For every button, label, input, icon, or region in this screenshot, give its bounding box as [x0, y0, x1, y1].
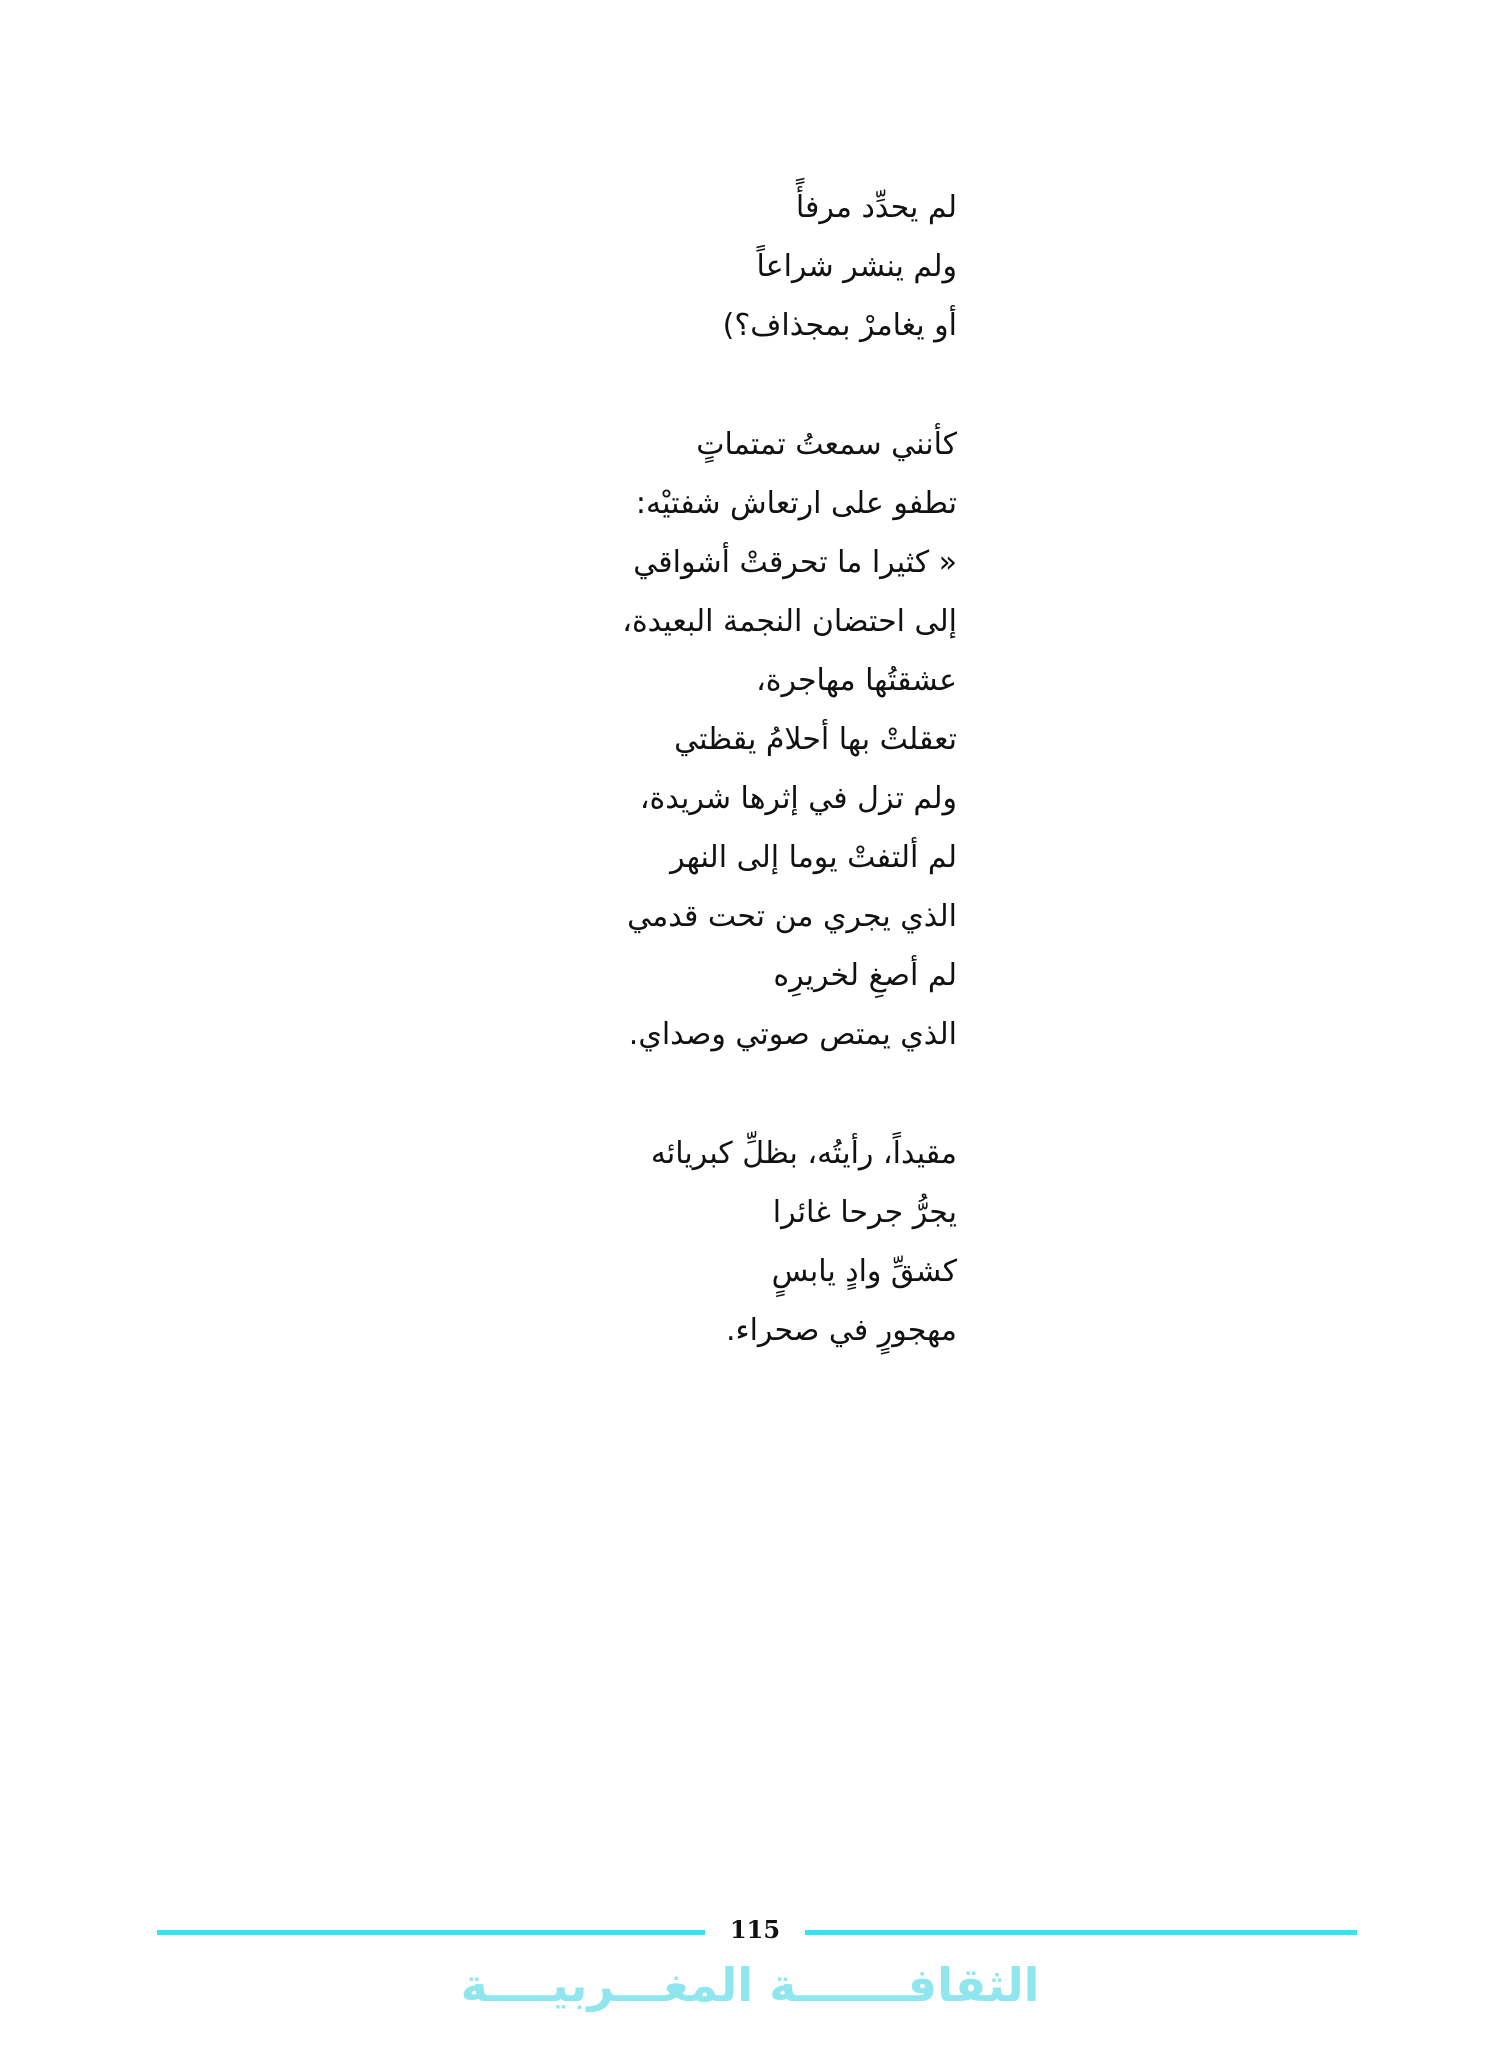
poem-line: لم ألتفتْ يوما إلى النهر — [670, 840, 957, 875]
poem-line: الذي يجري من تحت قدمي — [627, 899, 957, 934]
poem-line: لم يحدِّد مرفأً — [795, 190, 957, 225]
page-number: 115 — [729, 1915, 781, 1944]
poem-line: يجرُّ جرحا غائرا — [772, 1195, 957, 1230]
poem-line: « كثيرا ما تحرقتْ أشواقي — [633, 545, 957, 580]
stanza-2 — [437, 415, 957, 1064]
poem-line: أو يغامرْ بمجذاف؟) — [722, 308, 957, 343]
poem-line: ولم تزل في إثرها شريدة، — [639, 781, 957, 816]
footer-rule-right — [805, 1930, 1357, 1935]
stanza-3 — [437, 1124, 957, 1360]
poem-line: عشقتُها مهاجرة، — [756, 663, 957, 698]
stanza-1 — [437, 178, 957, 355]
poem-line: مهجورٍ في صحراء. — [725, 1313, 957, 1348]
footer-rule-left — [157, 1930, 705, 1935]
poem-line: ولم ينشر شراعاً — [756, 249, 957, 284]
poem-line: إلى احتضان النجمة البعيدة، — [622, 604, 957, 639]
poem-line: تعقلتْ بها أحلامُ يقظتي — [674, 722, 957, 757]
poem-line: تطفو على ارتعاش شفتيْه: — [635, 486, 957, 521]
poem-line: الذي يمتص صوتي وصداي. — [628, 1017, 957, 1052]
poem-line: مقيداً، رأيتُه، بظلِّ كبريائه — [650, 1136, 957, 1171]
poem-line: لم أصغِ لخريرِه — [773, 958, 957, 993]
poem-line: كشقِّ وادٍ يابسٍ — [771, 1254, 957, 1289]
poem-line: كأنني سمعتُ تمتماتٍ — [696, 427, 957, 462]
poem — [437, 178, 957, 1420]
journal-title: الثقافـــــــة المغـــربيــــة — [460, 1958, 1040, 2012]
